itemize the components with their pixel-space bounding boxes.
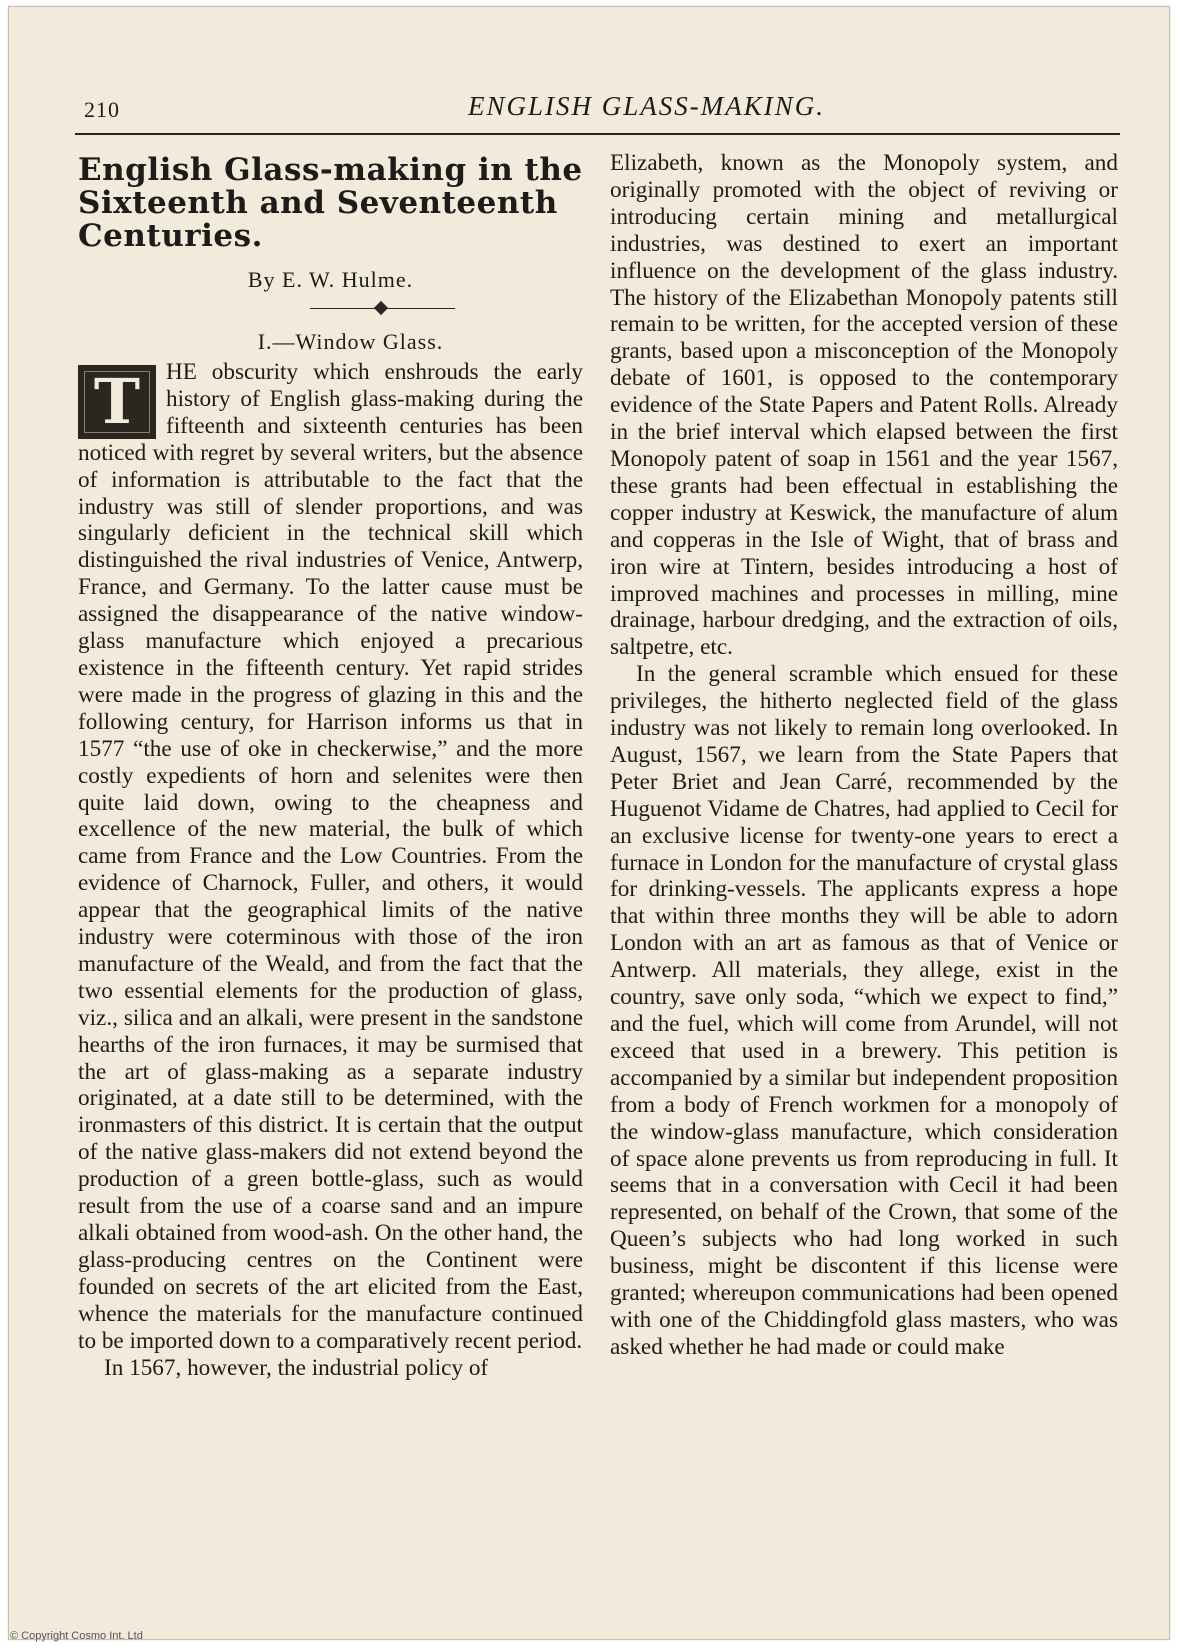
right-column — [610, 150, 1118, 1361]
left-paragraph-1: HE obscurity which enshrouds the early history of English glass-making during the fifteenth and sixteenth centuries has been noticed with regret by several writers, but the absence of information is attributable to the fact that the industry was still of slender proportions, and was singularly deficient in the technical skill which distinguished the rival industries of Venice, Antwerp, France, and Germany. To the latter cause must be assigned the disappearance of the native window-glass manufacture which enjoyed a precarious existence in the fifteenth century. Yet rapid strides were made in the progress of glazing in this and the following century, for Harrison informs us that in 1577 “the use of oke in checkerwise,” and the more costly expedients of horn and selenites were then quite laid down, owing to the cheapness and excellence of the new material, the bulk of which came from France and the Low Countries. From the evidence of Charnock, Fuller, and others, it would appear that the geographical limits of the native industry were coterminous with those of the iron manufacture of the Weald, and from the fact that the two essential elements for the production of glass, viz., silica and an alkali, were present in the sandstone hearths of the iron furnaces, it may be surmised that the art of glass-making as a separate industry originated, at a date still to be determined, with the ironmasters of this district. It is certain that the output of the native glass-makers did not extend beyond the production of a green bottle-glass, such as would result from the use of a coarse sand and an impure alkali obtained from wood-ash. On the other hand, the glass-producing centres on the Continent were founded on secrets of the art elicited from the East, whence the materials for the manufacture continued to be imported down to a comparatively recent period. — [78, 359, 583, 1354]
left-column — [78, 150, 583, 1381]
article-title: English Glass-making in the Sixteenth and Seventeenth Centuries. — [78, 152, 583, 254]
left-paragraph-2: In 1567, however, the industrial policy of — [104, 1354, 489, 1381]
running-title: ENGLISH GLASS-MAKING. — [468, 91, 825, 121]
page-number: 210 — [84, 97, 120, 122]
header-rule — [75, 133, 1120, 135]
drop-cap: T — [78, 365, 156, 439]
ornament-divider — [78, 297, 583, 319]
section-heading: I.—Window Glass. — [257, 329, 444, 354]
page-header — [84, 91, 1129, 135]
copyright-watermark: © Copyright Cosmo Int. Ltd — [10, 1630, 143, 1642]
right-paragraph-2: In the general scramble which ensued for these privileges, the hitherto neglected field of the glass industry was not likely to remain long overlooked. In August, 1567, we learn from the State Papers that Peter Briet and Jean Carré, recommended by the Huguenot Vidame de Chatres, had applied to Cecil for an exclusive license for twenty-one years to erect a furnace in London for the manufacture of crystal glass for drinking-vessels. The applicants express a hope that within three months they will be able to adorn London with an art as famous as that of Venice or Antwerp. All materials, they allege, exist in the country, save only soda, “which we expect to find,” and the fuel, which will come from Arundel, will not exceed that used in a brewery. This petition is accompanied by a similar but independent proposition from a body of French workmen for a monopoly of the window-glass manufacture, which consideration of space alone prevents us from reproducing in full. It seems that in a conversation with Cecil it had been represented, on behalf of the Crown, that some of the Queen’s subjects who had long worked in such business, might be discontent if this license were granted; whereupon communications had been opened with one of the Chiddingfold glass masters, who was asked whether he had made or could make — [610, 661, 1118, 1360]
right-paragraph-1: Elizabeth, known as the Monopoly system, and originally promoted with the object of reviving or introducing certain mining and metallurgical industries, was destined to exert an important influence on the development of the glass industry. The history of the Elizabethan Monopoly patents still remain to be written, for the accepted version of these grants, based upon a misconception of the Monopoly debate of 1601, is opposed to the contemporary evidence of the State Papers and Patent Rolls. Already in the brief interval which elapsed between the first Monopoly patent of soap in 1561 and the year 1567, these grants had been effectual in establishing the copper industry at Keswick, the manufacture of alum and copperas in the Isle of Wight, that of brass and iron wire at Tintern, besides introducing a host of improved machines and processes in milling, mine drainage, harbour dredging, and the extraction of oils, saltpetre, etc. — [610, 150, 1118, 661]
ornament-diamond-icon — [374, 301, 388, 315]
byline: By E. W. Hulme. — [247, 267, 414, 292]
